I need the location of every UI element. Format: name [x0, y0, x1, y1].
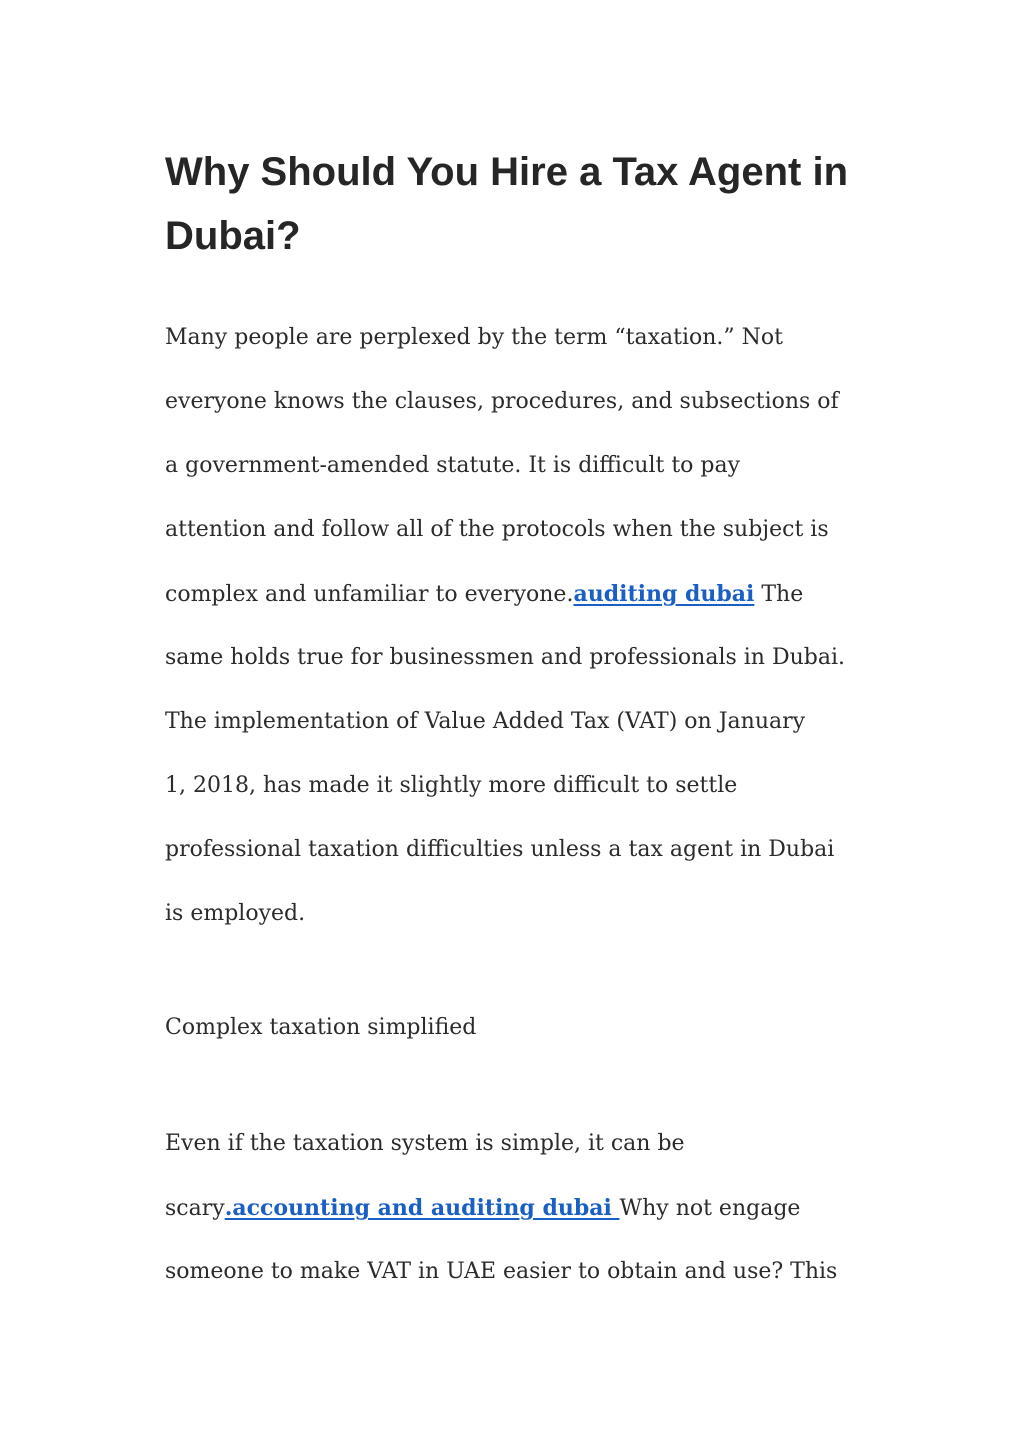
subheading: Complex taxation simplified [165, 1015, 477, 1040]
paragraph-line: professional taxation difficulties unless a tax agent in Dubai [165, 837, 835, 862]
paragraph-line: attention and follow all of the protocols when the subject is [165, 517, 829, 542]
paragraph-line: same holds true for businessmen and professionals in Dubai. [165, 645, 845, 670]
paragraph-line-with-link [165, 579, 803, 610]
paragraph-line: someone to make VAT in UAE easier to obtain and use? This [165, 1259, 838, 1284]
accounting-and-auditing-dubai-link[interactable]: .accounting and auditing dubai [224, 1195, 620, 1221]
paragraph-line-with-link [165, 1193, 800, 1224]
paragraph-line: Even if the taxation system is simple, it can be [165, 1131, 685, 1156]
paragraph-line: Many people are perplexed by the term “taxation.” Not [165, 325, 783, 350]
paragraph-line: The implementation of Value Added Tax (VAT) on January [165, 709, 806, 734]
text-fragment: complex and unfamiliar to everyone. [165, 582, 574, 607]
paragraph-line: everyone knows the clauses, procedures, and subsections of [165, 389, 839, 414]
page-title: Why Should You Hire a Tax Agent in Dubai? [165, 150, 849, 258]
auditing-dubai-link[interactable]: auditing dubai [573, 581, 755, 607]
text-fragment: Why not engage [619, 1196, 801, 1221]
paragraph-line: is employed. [165, 901, 306, 926]
paragraph-line: a government-amended statute. It is difficult to pay [165, 453, 741, 478]
text-fragment: scary [165, 1196, 225, 1221]
paragraph-line: 1, 2018, has made it slightly more difficult to settle [165, 773, 738, 798]
text-fragment: The [754, 582, 804, 607]
